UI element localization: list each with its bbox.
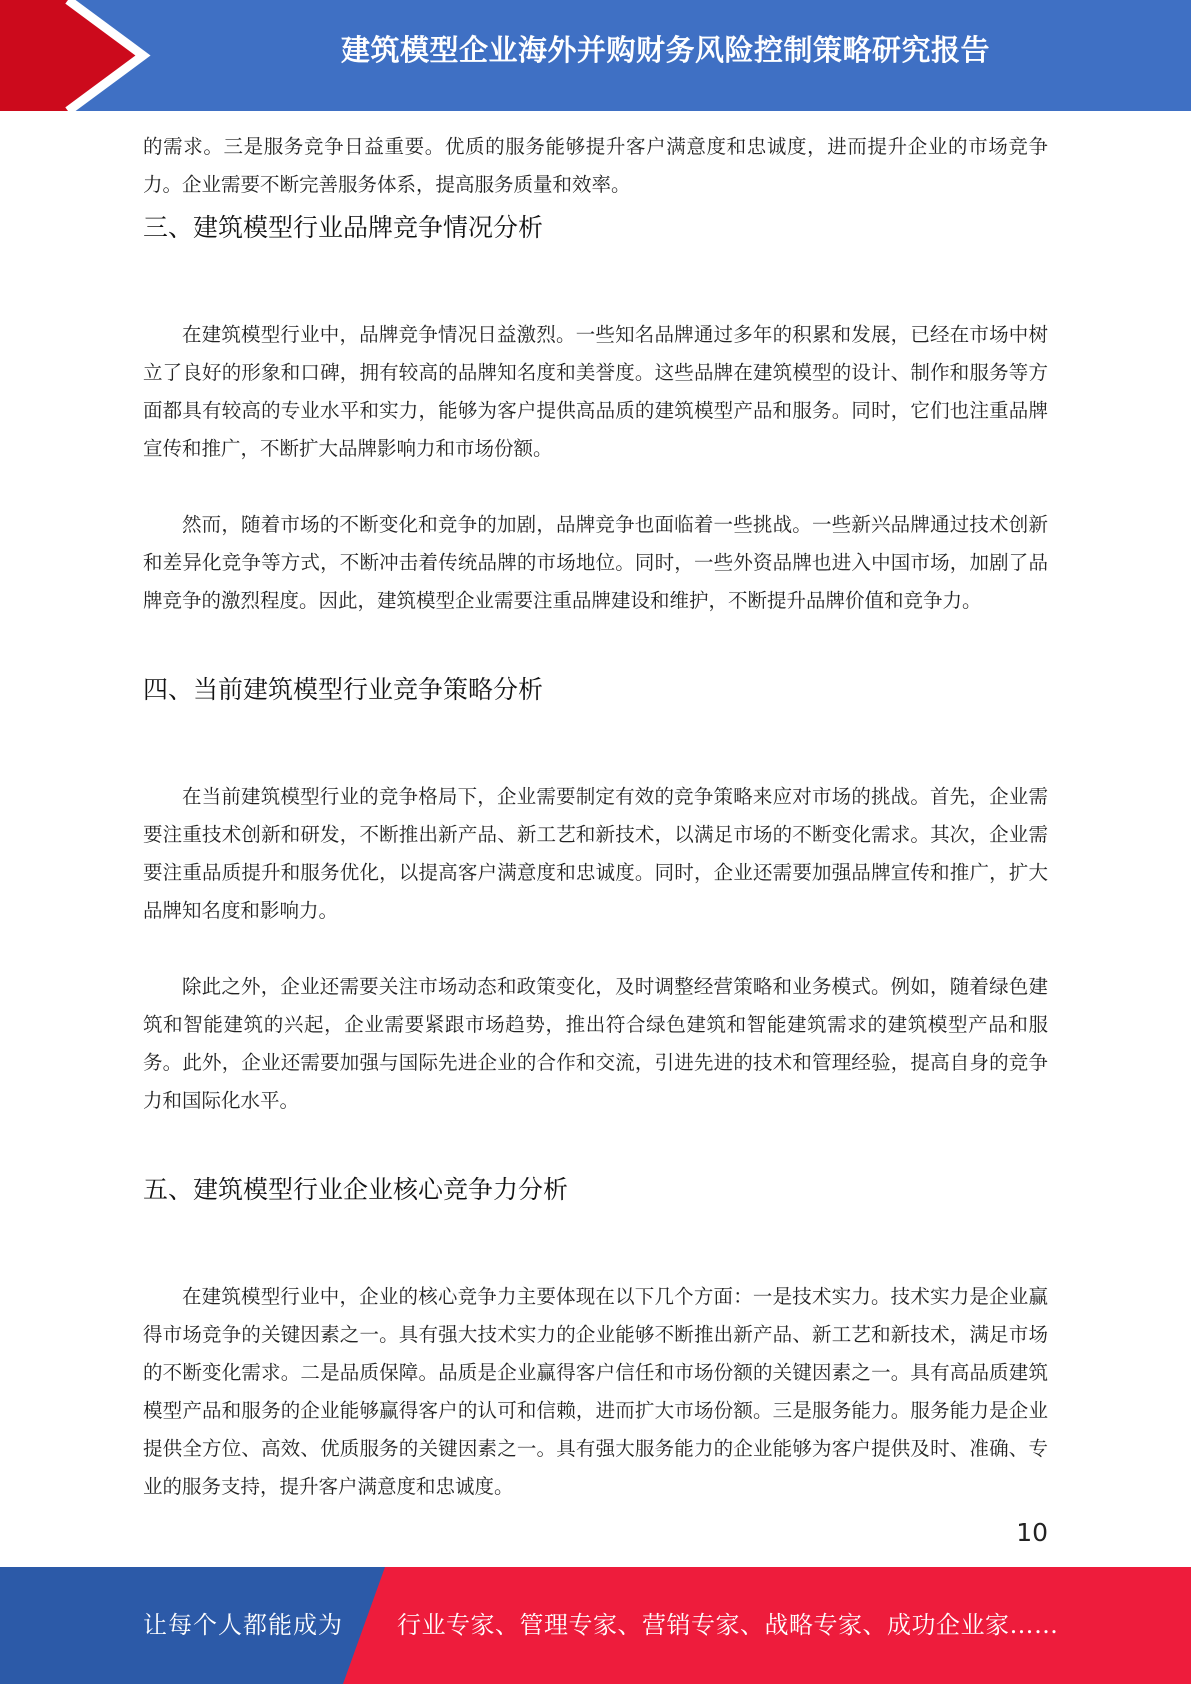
footer-banner	[0, 1567, 1191, 1684]
header-banner	[0, 0, 1191, 111]
page-number: 10	[1016, 1518, 1048, 1547]
section-heading: 三、建筑模型行业品牌竞争情况分析	[143, 213, 544, 242]
section-heading: 四、当前建筑模型行业竞争策略分析	[143, 675, 544, 704]
body-paragraph: 除此之外，企业还需要关注市场动态和政策变化，及时调整经营策略和业务模式。例如，随着绿色建筑和智能建筑的兴起，企业需要紧跟市场趋势，推出符合绿色建筑和智能建筑需求的建筑模型产品和服务。此外，企业还需要加强与国际先进企业的合作和交流，引进先进的技术和管理经验，提高自身的竞争力和国际化水平。	[143, 975, 1048, 1112]
section-heading: 五、建筑模型行业企业核心竞争力分析	[143, 1175, 569, 1204]
body-paragraph: 在建筑模型行业中，品牌竞争情况日益激烈。一些知名品牌通过多年的积累和发展，已经在市场中树立了良好的形象和口碑，拥有较高的品牌知名度和美誉度。这些品牌在建筑模型的设计、制作和服务等方面都具有较高的专业水平和实力，能够为客户提供高品质的建筑模型产品和服务。同时，它们也注重品牌宣传和推广，不断扩大品牌影响力和市场份额。	[143, 323, 1048, 460]
red-chevron-icon	[0, 0, 160, 111]
footer-slogan-right: 行业专家、管理专家、营销专家、战略专家、成功企业家……	[397, 1611, 1059, 1639]
body-paragraph: 在当前建筑模型行业的竞争格局下，企业需要制定有效的竞争策略来应对市场的挑战。首先，企业需要注重技术创新和研发，不断推出新产品、新工艺和新技术，以满足市场的不断变化需求。其次，企业需要注重品质提升和服务优化，以提高客户满意度和忠诚度。同时，企业还需要加强品牌宣传和推广，扩大品牌知名度和影响力。	[143, 785, 1048, 922]
body-paragraph: 然而，随着市场的不断变化和竞争的加剧，品牌竞争也面临着一些挑战。一些新兴品牌通过技术创新和差异化竞争等方式，不断冲击着传统品牌的市场地位。同时，一些外资品牌也进入中国市场，加剧了品牌竞争的激烈程度。因此，建筑模型企业需要注重品牌建设和维护，不断提升品牌价值和竞争力。	[143, 513, 1048, 612]
footer-slogan-left: 让每个人都能成为	[143, 1611, 343, 1639]
document-title: 建筑模型企业海外并购财务风险控制策略研究报告	[340, 33, 990, 67]
page-content	[143, 128, 1048, 1506]
intro-paragraph: 的需求。三是服务竞争日益重要。优质的服务能够提升客户满意度和忠诚度，进而提升企业的市场竞争力。企业需要不断完善服务体系，提高服务质量和效率。	[143, 135, 1048, 196]
body-paragraph: 在建筑模型行业中，企业的核心竞争力主要体现在以下几个方面：一是技术实力。技术实力是企业赢得市场竞争的关键因素之一。具有强大技术实力的企业能够不断推出新产品、新工艺和新技术，满足市场的不断变化需求。二是品质保障。品质是企业赢得客户信任和市场份额的关键因素之一。具有高品质建筑模型产品和服务的企业能够赢得客户的认可和信赖，进而扩大市场份额。三是服务能力。服务能力是企业提供全方位、高效、优质服务的关键因素之一。具有强大服务能力的企业能够为客户提供及时、准确、专业的服务支持，提升客户满意度和忠诚度。	[143, 1285, 1048, 1498]
